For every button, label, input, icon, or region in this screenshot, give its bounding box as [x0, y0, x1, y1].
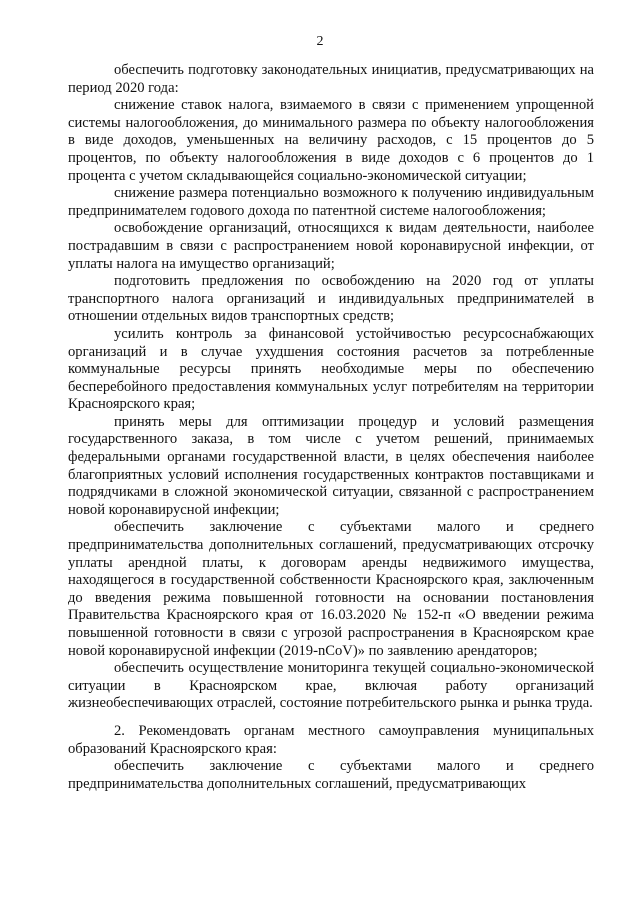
paragraph-municipal-agreements: обеспечить заключение с субъектами малого и среднего предпринимательства дополнительных соглашений, предусматривающих: [68, 758, 594, 792]
paragraph-recommend-municipal: 2. Рекомендовать органам местного самоуправления муниципальных образований Красноярского края:: [68, 722, 594, 757]
paragraph-patent-income: снижение размера потенциально возможного к получению индивидуальным предпринимателем годового дохода по патентной системе налогообложения;: [68, 185, 594, 219]
document-body: [68, 62, 594, 793]
paragraph-monitoring: обеспечить осуществление мониторинга текущей социально-экономической ситуации в Красноярском крае, включая работу организаций жизнеобеспечивающих отраслей, состояние потребительского рынка и рынка труда.: [68, 660, 594, 712]
page-number: 2: [316, 34, 324, 49]
paragraph-property-tax-exemption: освобождение организаций, относящихся к видам деятельности, наиболее пострадавшим в связи с распространением новой коронавирусной инфекции, от уплаты налога на имущество организаций;: [68, 220, 594, 272]
paragraph-utility-control: усилить контроль за финансовой устойчивостью ресурсоснабжающих организаций и в случае ухудшения состояния расчетов за потребленные коммунальные ресурсы принять необходимые меры по обеспечению бесперебойного предоставления коммунальных услуг потребителям на территории Красноярского края;: [68, 325, 594, 413]
paragraph-state-procurement: принять меры для оптимизации процедур и условий размещения государственного заказа, в том числе с учетом решений, принимаемых федеральными органами государственной власти, в целях обеспечения наиболее благоприятных условий исполнения государственных контрактов поставщиками и подрядчиками в сложной экономической ситуации, связанной с распространением новой коронавирусной инфекции;: [68, 413, 594, 518]
paragraph-legislative-initiatives: обеспечить подготовку законодательных инициатив, предусматривающих на период 2020 года:: [68, 62, 594, 96]
paragraph-rent-deferral: обеспечить заключение с субъектами малого и среднего предпринимательства дополнительных соглашений, предусматривающих отсрочку уплаты арендной платы, к договорам аренды недвижимого имущества, находящегося в государственной собственности Красноярского края, заключенным до введения режима повышенной готовности на основании постановления Правительства Красноярского края от 16.03.2020 № 152-п «О введении режима повышенной готовности в связи с угрозой распространения в Красноярском крае новой коронавирусной инфекции (2019-nCoV)» по заявлению арендаторов;: [68, 519, 594, 659]
paragraph-simplified-tax-rate: снижение ставок налога, взимаемого в связи с применением упрощенной системы налогообложения, до минимального размера по объекту налогообложения в виде доходов, уменьшенных на величину расходов, с 15 процентов до 5 процентов, по объекту налогообложения в виде доходов с 6 процентов до 1 процента с учетом складывающейся социально-экономической ситуации;: [68, 97, 594, 184]
paragraph-transport-tax: подготовить предложения по освобождению на 2020 год от уплаты транспортного налога организаций и индивидуальных предпринимателей в отношении отдельных видов транспортных средств;: [68, 273, 594, 325]
